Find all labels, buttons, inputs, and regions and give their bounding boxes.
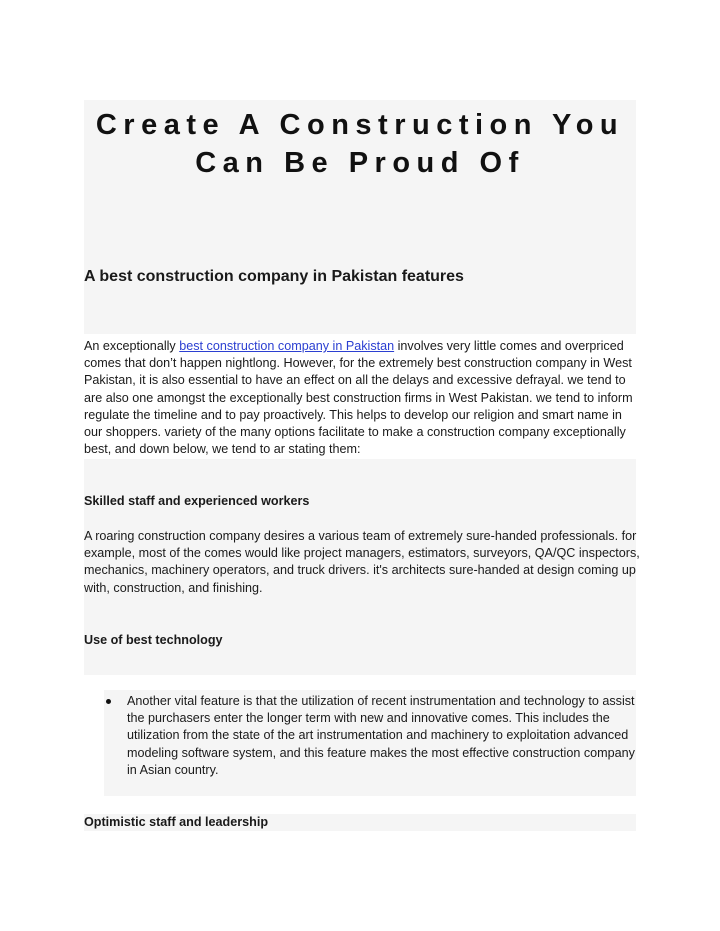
page-title: Create A Construction You Can Be Proud Of: [95, 109, 625, 179]
subheading-leadership: Optimistic staff and leadership: [84, 815, 269, 829]
bullet-icon: [106, 699, 111, 704]
intro-text-start: An exceptionally: [84, 339, 180, 353]
heading-band: [84, 182, 636, 334]
intro-paragraph: [84, 338, 640, 458]
intro-link[interactable]: best construction company in Pakistan: [179, 339, 395, 353]
subheading-skilled-staff: Skilled staff and experienced workers: [84, 494, 310, 508]
technology-bullet-text: Another vital feature is that the utilization of recent instrumentation and technology to assist the purchasers enter the longer term with new and innovative comes. This includes the utilization from the state of the art instrumentation and machinery to exploitation advanced modeling software system, and this feature makes the most effective construction company in Asian country.: [127, 694, 635, 777]
subheading-technology: Use of best technology: [84, 633, 223, 647]
intro-text-end: involves very little comes and overpriced comes that don’t happen nightlong. However, for the extremely best construction company in West Pakistan, it is also essential to have an effect on all the delays and excessive defrayal. we tend to are also one amongst the exceptionally best construction firms in West Pakistan. we tend to inform regulate the timeline and to pay proactively. This helps to develop our religion and smart name in our shoppers. variety of the many options facilitate to make a construction company exceptionally best, and down below, we tend to ar stating them:: [84, 339, 633, 457]
title-block: [84, 100, 636, 182]
section-heading: A best construction company in Pakistan features: [84, 268, 464, 285]
skilled-staff-paragraph: A roaring construction company desires a various team of extremely sure-handed professionals. for example, most of the comes would like project managers, estimators, surveyors, QA/QC inspectors, mechanics, machinery operators, and truck drivers. it's architects sure-handed at design coming up with, construction, and finishing.: [84, 529, 640, 595]
